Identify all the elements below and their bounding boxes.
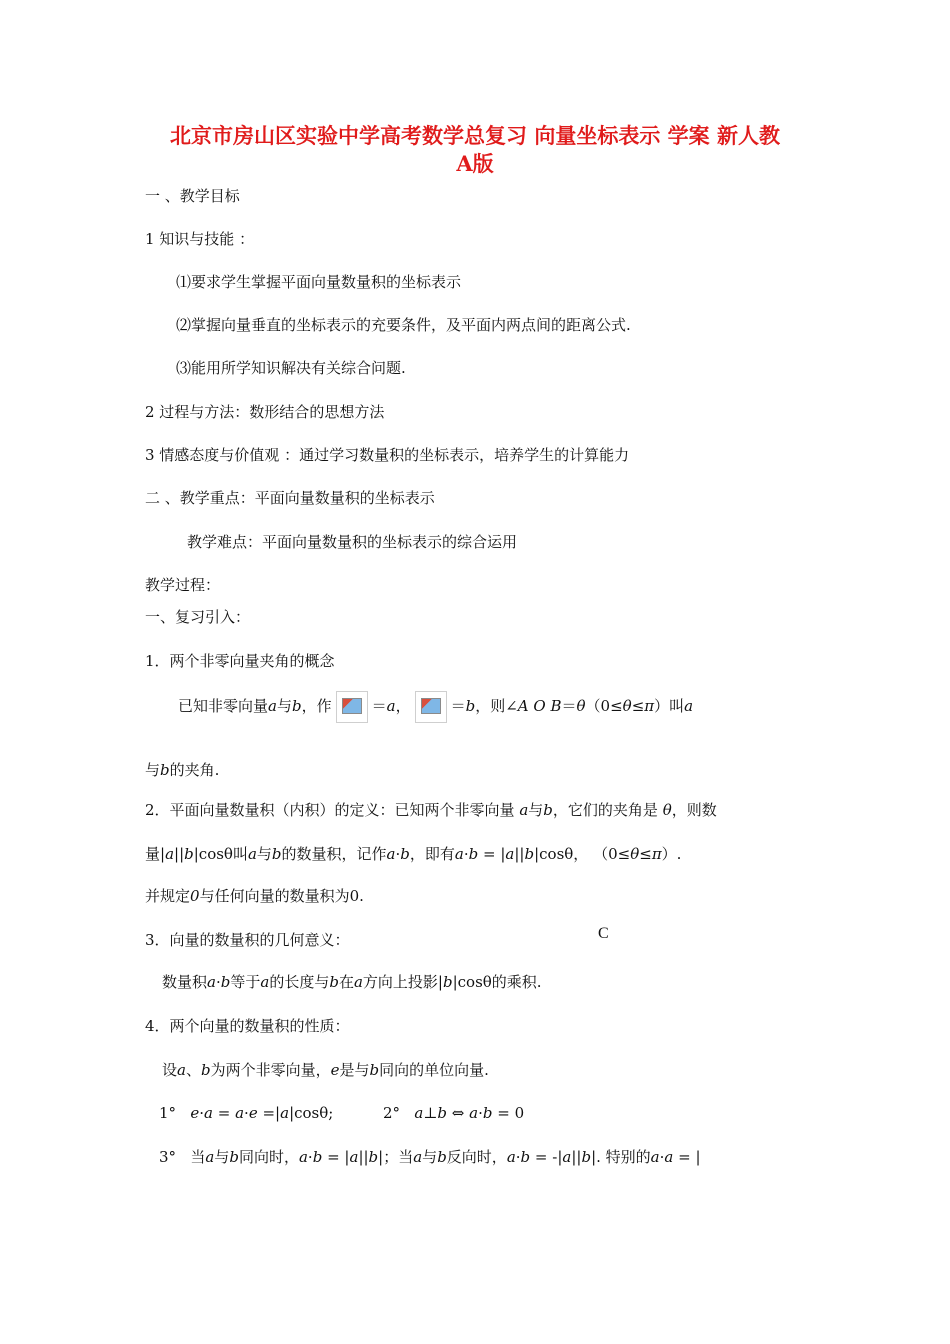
point-3-heading: 3．向量的数量积的几何意义： — [145, 931, 350, 949]
property-setup: 设a、b为两个非零向量，e是与b同向的单位向量. — [162, 1061, 489, 1079]
goal-knowledge-skills: 1 知识与技能 ： — [145, 230, 255, 248]
dot-product-definition-1: 2．平面向量数量积（内积）的定义：已知两个非零向量 a与b，它们的夹角是 θ，则数 — [145, 801, 717, 819]
section-teaching-goals: 一 、教学目标 — [145, 187, 240, 205]
title-line-2: A版 — [456, 151, 494, 176]
title-line-1: 北京市房山区实验中学高考数学总复习 向量坐标表示 学案 新人教 — [170, 123, 780, 148]
section-key-points: 二 、教学重点：平面向量数量积的坐标表示 — [145, 489, 435, 507]
document-title — [140, 122, 810, 178]
geometric-meaning: 数量积a·b等于a的长度与b在a方向上投影|b|cosθ的乘积. — [162, 973, 542, 991]
teaching-process-label: 教学过程： — [145, 576, 221, 594]
goal-process-method: 2 过程与方法：数形结合的思想方法 — [145, 403, 385, 421]
vector-oa-image-icon — [336, 691, 368, 723]
point-1-heading: 1．两个非零向量夹角的概念 — [145, 652, 335, 670]
property-3: 3° 当a与b同向时，a·b = |a||b|；当a与b反向时，a·b = -|a||b|. 特别的a·a = | — [159, 1148, 701, 1166]
stray-label-c: C — [598, 925, 609, 942]
property-2: 2° a⊥b ⇔ a·b = 0 — [383, 1104, 525, 1122]
dot-product-definition-3: 并规定0与任何向量的数量积为0. — [145, 887, 364, 905]
goal-item-1: ⑴要求学生掌握平面向量数量积的坐标表示 — [176, 273, 462, 291]
review-heading: 一、复习引入： — [145, 608, 251, 626]
dot-product-definition-2: 量|a||b|cosθ叫a与b的数量积，记作a·b，即有a·b = |a||b|cosθ， （0≤θ≤π）. — [145, 845, 682, 863]
goal-item-2: ⑵掌握向量垂直的坐标表示的充要条件，及平面内两点间的距离公式. — [176, 316, 631, 334]
property-1: 1° e·a = a·e =|a|cosθ; — [159, 1104, 334, 1122]
vector-ob-image-icon — [415, 691, 447, 723]
angle-definition-cont: 与b的夹角. — [145, 761, 220, 779]
point-4-heading: 4．两个向量的数量积的性质： — [145, 1017, 350, 1035]
teaching-difficulty: 教学难点：平面向量数量积的坐标表示的综合运用 — [187, 533, 518, 551]
angle-definition-line: 已知非零向量a与b，作 ＝a， ＝b，则∠A O B＝θ（0≤θ≤π）叫a — [178, 689, 693, 723]
goal-item-3: ⑶能用所学知识解决有关综合问题. — [176, 359, 406, 377]
goal-attitude: 3 情感态度与价值观 ：通过学习数量积的坐标表示，培养学生的计算能力 — [145, 446, 630, 464]
